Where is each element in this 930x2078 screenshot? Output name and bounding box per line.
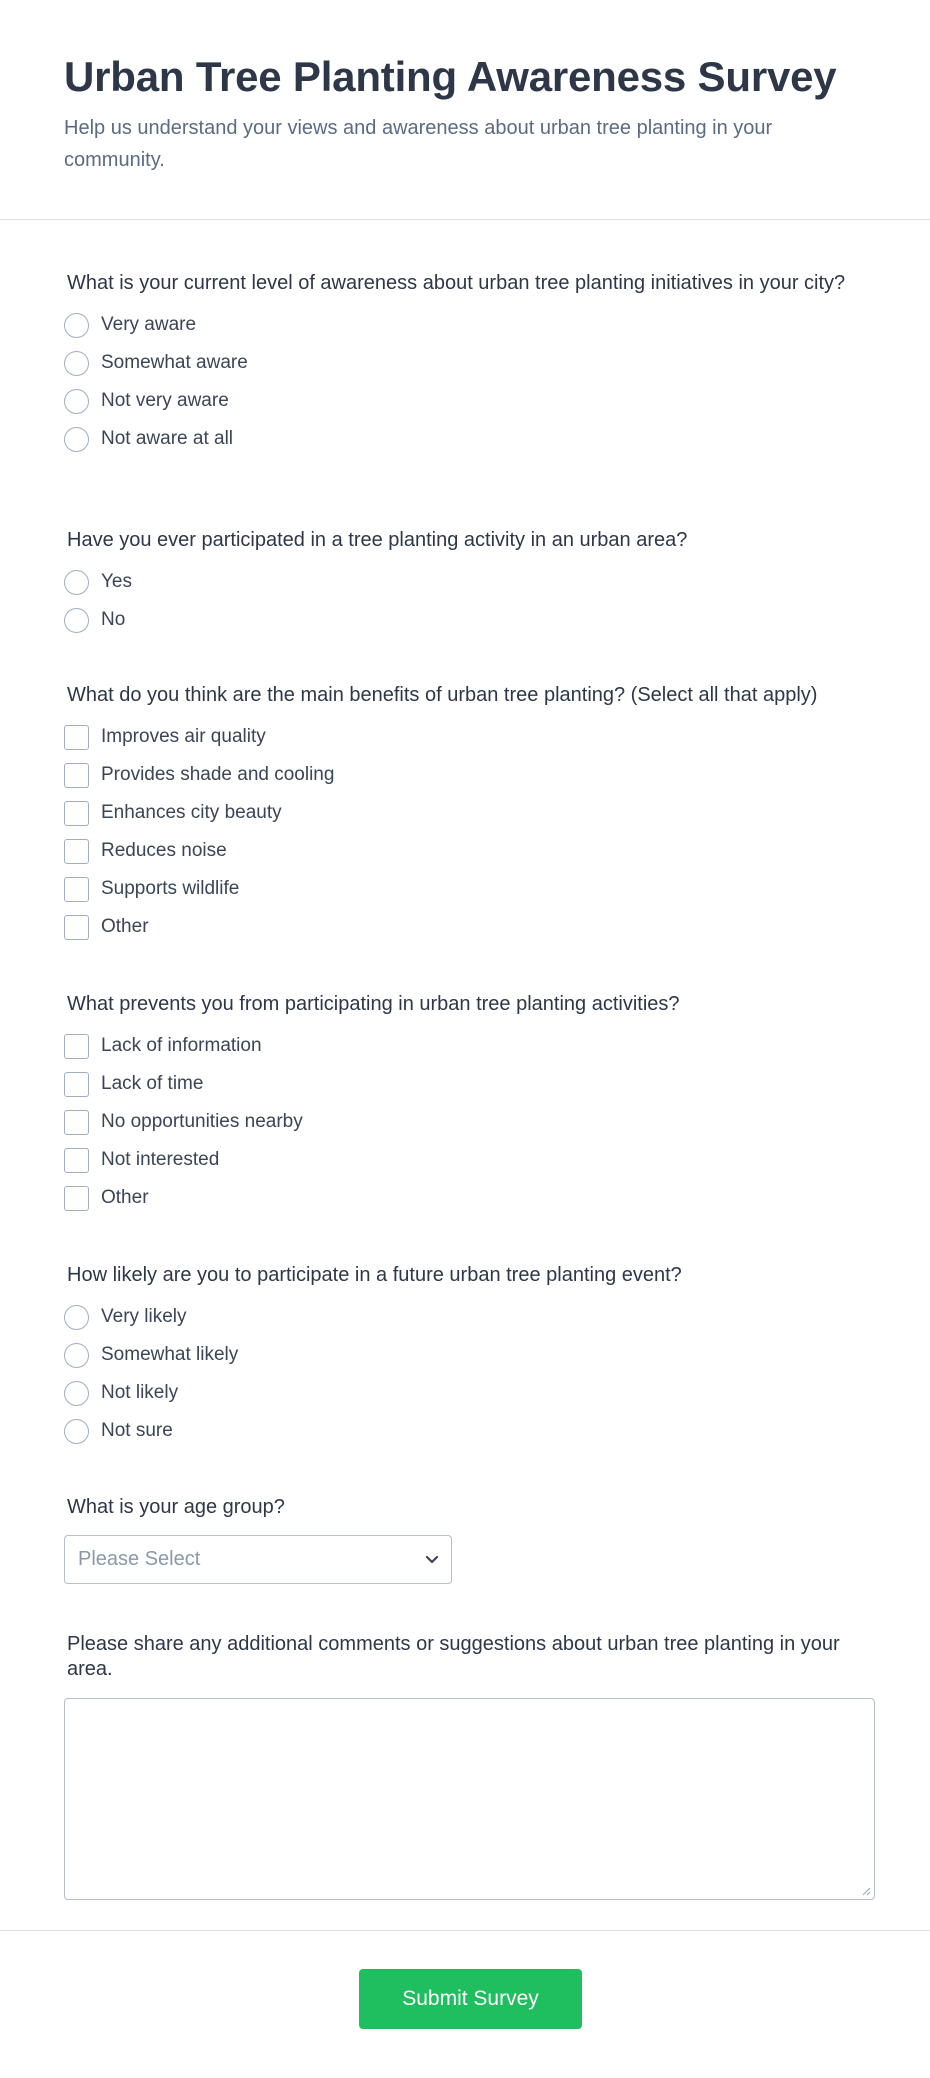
checkbox[interactable]: [64, 1034, 89, 1059]
question-comments: [64, 1632, 875, 1900]
option-label: Very aware: [101, 314, 197, 335]
option-somewhat-likely[interactable]: [64, 1336, 874, 1374]
checkbox[interactable]: [64, 1110, 89, 1135]
question-likelihood: [64, 1263, 874, 1450]
option-not-very-aware[interactable]: [64, 382, 874, 420]
checkbox[interactable]: [64, 877, 89, 902]
option-city-beauty[interactable]: [64, 794, 874, 832]
option-label: Somewhat aware: [101, 352, 248, 373]
question-participated: [64, 528, 874, 639]
radio-button[interactable]: [64, 427, 89, 452]
option-label: Lack of information: [101, 1035, 262, 1056]
survey-header: [0, 0, 930, 220]
radio-group-likelihood: [64, 1298, 874, 1450]
question-label: What prevents you from participating in urban tree planting activities?: [67, 993, 680, 1015]
option-label: Supports wildlife: [101, 878, 240, 899]
question-label: What do you think are the main benefits of urban tree planting? (Select all that apply): [67, 684, 818, 706]
option-label: Provides shade and cooling: [101, 764, 335, 785]
option-yes[interactable]: [64, 563, 874, 601]
option-very-likely[interactable]: [64, 1298, 874, 1336]
option-label: Very likely: [101, 1306, 187, 1327]
option-label: Not likely: [101, 1382, 179, 1403]
checkbox[interactable]: [64, 725, 89, 750]
option-air-quality[interactable]: [64, 718, 874, 756]
checkbox-group-benefits: [64, 718, 874, 946]
radio-group-awareness: [64, 306, 874, 458]
radio-button[interactable]: [64, 570, 89, 595]
submit-survey-button[interactable]: Submit Survey: [359, 1969, 582, 2029]
radio-button[interactable]: [64, 313, 89, 338]
question-label: Have you ever participated in a tree planting activity in an urban area?: [67, 529, 688, 551]
checkbox[interactable]: [64, 1072, 89, 1097]
radio-button[interactable]: [64, 1343, 89, 1368]
question-label: What is your age group?: [67, 1496, 285, 1518]
checkbox-group-barriers: [64, 1027, 874, 1217]
survey-footer: [0, 1930, 930, 2078]
option-label: Not very aware: [101, 390, 229, 411]
option-label: Lack of time: [101, 1073, 204, 1094]
checkbox[interactable]: [64, 1186, 89, 1211]
checkbox[interactable]: [64, 1148, 89, 1173]
radio-button[interactable]: [64, 608, 89, 633]
checkbox[interactable]: [64, 763, 89, 788]
option-no[interactable]: [64, 601, 874, 639]
option-no-opportunities[interactable]: [64, 1103, 874, 1141]
option-label: Somewhat likely: [101, 1344, 239, 1365]
option-lack-information[interactable]: [64, 1027, 874, 1065]
checkbox[interactable]: [64, 915, 89, 940]
option-label: Not interested: [101, 1149, 220, 1170]
question-barriers: [64, 992, 874, 1217]
option-supports-wildlife[interactable]: [64, 870, 874, 908]
option-label: No: [101, 609, 126, 630]
option-not-aware-at-all[interactable]: [64, 420, 874, 458]
page-subtitle: Help us understand your views and awareness about urban tree planting in your community.: [64, 117, 773, 171]
option-not-interested[interactable]: [64, 1141, 874, 1179]
option-lack-time[interactable]: [64, 1065, 874, 1103]
option-label: Reduces noise: [101, 840, 227, 861]
option-label: Improves air quality: [101, 726, 266, 747]
option-label: Yes: [101, 571, 132, 592]
option-other[interactable]: [64, 908, 874, 946]
option-shade-cooling[interactable]: [64, 756, 874, 794]
radio-button[interactable]: [64, 389, 89, 414]
question-label: What is your current level of awareness about urban tree planting initiatives in your city?: [67, 272, 846, 294]
question-label: Please share any additional comments or suggestions about urban tree planting in your area.: [67, 1633, 840, 1680]
radio-button[interactable]: [64, 1381, 89, 1406]
checkbox[interactable]: [64, 801, 89, 826]
option-not-sure[interactable]: [64, 1412, 874, 1450]
option-label: Other: [101, 1187, 149, 1208]
question-awareness: [64, 271, 874, 458]
option-label: No opportunities nearby: [101, 1111, 303, 1132]
option-not-likely[interactable]: [64, 1374, 874, 1412]
option-label: Not sure: [101, 1420, 173, 1441]
radio-button[interactable]: [64, 1419, 89, 1444]
option-label: Not aware at all: [101, 428, 234, 449]
select-value: Please Select: [78, 1548, 201, 1570]
option-label: Enhances city beauty: [101, 802, 282, 823]
option-label: Other: [101, 916, 149, 937]
option-reduces-noise[interactable]: [64, 832, 874, 870]
radio-button[interactable]: [64, 1305, 89, 1330]
checkbox[interactable]: [64, 839, 89, 864]
question-age: [64, 1495, 874, 1584]
resize-handle-icon[interactable]: [861, 1886, 871, 1896]
option-very-aware[interactable]: [64, 306, 874, 344]
question-label: How likely are you to participate in a future urban tree planting event?: [67, 1264, 682, 1286]
age-group-select[interactable]: [64, 1535, 452, 1584]
question-benefits: [64, 683, 874, 946]
option-other[interactable]: [64, 1179, 874, 1217]
option-somewhat-aware[interactable]: [64, 344, 874, 382]
radio-button[interactable]: [64, 351, 89, 376]
chevron-down-icon: [425, 1555, 439, 1565]
radio-group-participated: [64, 563, 874, 639]
comments-textarea[interactable]: [64, 1698, 875, 1900]
page-title: Urban Tree Planting Awareness Survey: [64, 53, 837, 100]
